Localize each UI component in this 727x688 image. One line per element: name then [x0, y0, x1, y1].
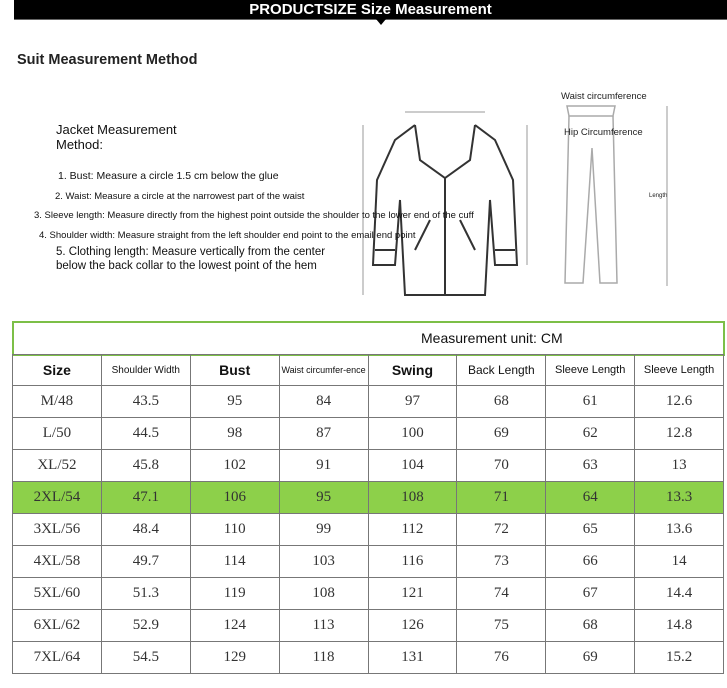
- method-bust: 1. Bust: Measure a circle 1.5 cm below the glue: [58, 170, 279, 182]
- table-row: [13, 418, 724, 450]
- table-row: [13, 578, 724, 610]
- method-sleeve: 3. Sleeve length: Measure directly from the highest point outside the shoulder to the lower end of the cuff: [34, 210, 474, 221]
- table-cell: 131: [368, 642, 457, 674]
- jacket-diagram: [355, 100, 535, 300]
- hip-label: Hip Circumference: [564, 127, 643, 138]
- table-cell: 6XL/62: [13, 610, 102, 642]
- size-table: [12, 354, 724, 674]
- table-cell: 69: [546, 642, 635, 674]
- table-cell: 15.2: [635, 642, 724, 674]
- table-cell: 63: [546, 450, 635, 482]
- col-sleeve-length: Sleeve Length: [546, 355, 635, 386]
- table-cell: 104: [368, 450, 457, 482]
- table-cell: 74: [457, 578, 546, 610]
- table-cell: 64: [546, 482, 635, 514]
- method-length: 5. Clothing length: Measure vertically from the center below the back collar to the lowest point of the hem: [56, 246, 326, 272]
- unit-label: Measurement unit: CM: [421, 330, 563, 346]
- table-cell: 87: [279, 418, 368, 450]
- table-cell: 54.5: [101, 642, 190, 674]
- table-cell: 110: [190, 514, 279, 546]
- table-row: [13, 546, 724, 578]
- table-cell: 12.6: [635, 386, 724, 418]
- col-back-length: Back Length: [457, 355, 546, 386]
- table-cell: 70: [457, 450, 546, 482]
- table-cell: 112: [368, 514, 457, 546]
- table-cell: 119: [190, 578, 279, 610]
- method-shoulder: 4. Shoulder width: Measure straight from the left shoulder end point to the email end point: [39, 230, 416, 241]
- table-cell: 108: [279, 578, 368, 610]
- col-shoulder: Shoulder Width: [101, 355, 190, 386]
- table-row: [13, 514, 724, 546]
- table-cell: 118: [279, 642, 368, 674]
- table-cell: 68: [546, 610, 635, 642]
- table-row: [13, 482, 724, 514]
- section-title: Suit Measurement Method: [17, 52, 198, 68]
- table-row: [13, 386, 724, 418]
- table-cell: 73: [457, 546, 546, 578]
- waist-label: Waist circumference: [561, 91, 647, 102]
- table-cell: 7XL/64: [13, 642, 102, 674]
- table-cell: 95: [190, 386, 279, 418]
- table-cell: 76: [457, 642, 546, 674]
- header-bar: PRODUCTSIZE Size Measurement: [14, 0, 727, 20]
- table-cell: 65: [546, 514, 635, 546]
- table-cell: 13.3: [635, 482, 724, 514]
- table-cell: 5XL/60: [13, 578, 102, 610]
- table-row: [13, 450, 724, 482]
- table-cell: 116: [368, 546, 457, 578]
- col-sleeve-length-2: Sleeve Length: [635, 355, 724, 386]
- table-cell: 97: [368, 386, 457, 418]
- table-cell: 52.9: [101, 610, 190, 642]
- col-size: Size: [13, 355, 102, 386]
- table-cell: 14: [635, 546, 724, 578]
- table-cell: 114: [190, 546, 279, 578]
- table-cell: 71: [457, 482, 546, 514]
- table-cell: 129: [190, 642, 279, 674]
- method-waist: 2. Waist: Measure a circle at the narrowest part of the waist: [55, 191, 305, 202]
- table-cell: 2XL/54: [13, 482, 102, 514]
- table-cell: 49.7: [101, 546, 190, 578]
- table-cell: 67: [546, 578, 635, 610]
- table-header: [13, 355, 724, 386]
- table-cell: 43.5: [101, 386, 190, 418]
- table-cell: 108: [368, 482, 457, 514]
- table-cell: 3XL/56: [13, 514, 102, 546]
- table-cell: 72: [457, 514, 546, 546]
- table-cell: 69: [457, 418, 546, 450]
- table-cell: 66: [546, 546, 635, 578]
- table-cell: 102: [190, 450, 279, 482]
- table-cell: 103: [279, 546, 368, 578]
- col-waist: Waist circumfer-ence: [279, 355, 368, 386]
- table-cell: 100: [368, 418, 457, 450]
- table-cell: 68: [457, 386, 546, 418]
- table-cell: 61: [546, 386, 635, 418]
- table-cell: 12.8: [635, 418, 724, 450]
- table-cell: 106: [190, 482, 279, 514]
- table-cell: 75: [457, 610, 546, 642]
- table-cell: 91: [279, 450, 368, 482]
- table-cell: XL/52: [13, 450, 102, 482]
- unit-row: [12, 321, 725, 356]
- table-cell: 95: [279, 482, 368, 514]
- table-cell: 4XL/58: [13, 546, 102, 578]
- table-cell: 121: [368, 578, 457, 610]
- table-cell: 126: [368, 610, 457, 642]
- length-label: Length: [649, 193, 668, 199]
- table-cell: M/48: [13, 386, 102, 418]
- table-cell: 47.1: [101, 482, 190, 514]
- table-cell: 13.6: [635, 514, 724, 546]
- table-cell: 98: [190, 418, 279, 450]
- table-cell: 14.8: [635, 610, 724, 642]
- table-row: [13, 642, 724, 674]
- table-cell: 51.3: [101, 578, 190, 610]
- table-cell: 44.5: [101, 418, 190, 450]
- table-cell: 113: [279, 610, 368, 642]
- col-swing: Swing: [368, 355, 457, 386]
- table-cell: 45.8: [101, 450, 190, 482]
- table-cell: 84: [279, 386, 368, 418]
- table-cell: 14.4: [635, 578, 724, 610]
- jacket-title: Jacket Measurement Method:: [56, 122, 177, 152]
- table-cell: 48.4: [101, 514, 190, 546]
- table-cell: L/50: [13, 418, 102, 450]
- table-cell: 62: [546, 418, 635, 450]
- table-cell: 13: [635, 450, 724, 482]
- col-bust: Bust: [190, 355, 279, 386]
- header-arrow-icon: [376, 19, 386, 25]
- table-cell: 99: [279, 514, 368, 546]
- table-row: [13, 610, 724, 642]
- table-cell: 124: [190, 610, 279, 642]
